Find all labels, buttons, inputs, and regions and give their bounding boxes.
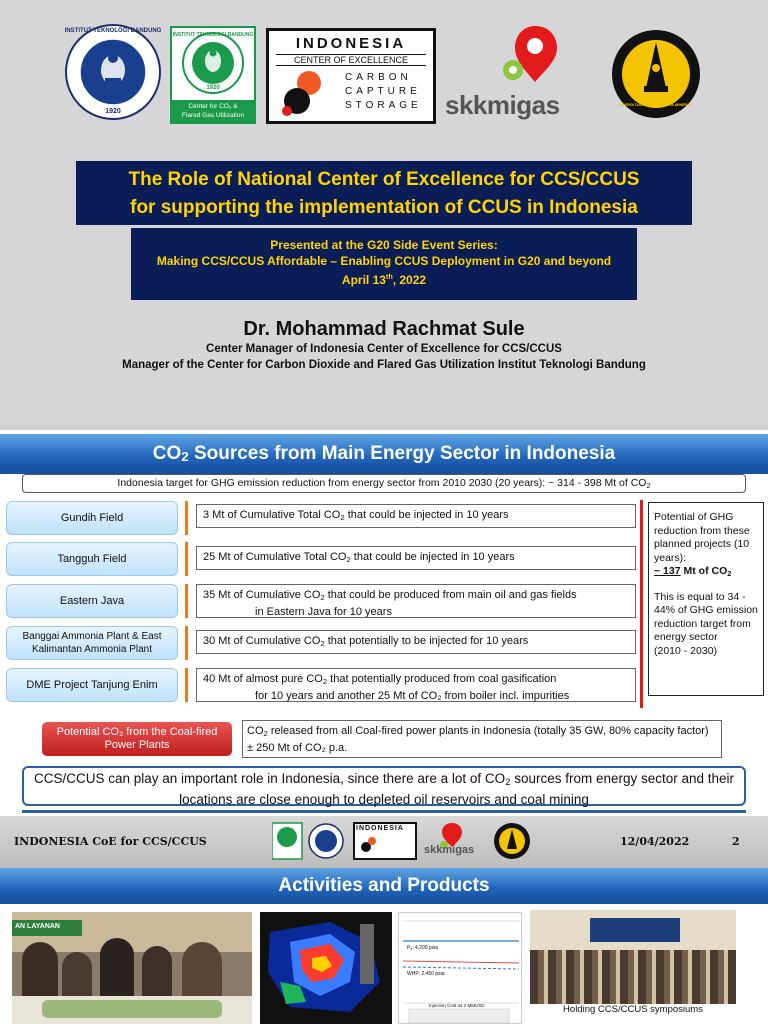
esdm-text: ENERGI DAN SUMBER DAYA MINERAL — [618, 102, 694, 107]
ccs-text-sub: 2 — [505, 777, 511, 788]
footer-left-text: INDONESIA CoE for CCS/CCUS — [14, 835, 207, 848]
esdm-logo — [610, 28, 702, 120]
emission-target-bar — [22, 474, 746, 493]
chart-label-cost: Injection Cost 34.2 MMUSD — [429, 1003, 485, 1008]
skkmigas-logo — [445, 24, 595, 124]
title-line-2: for supporting the implementation of CCUS in Indonesia — [130, 197, 638, 218]
presenter-role-1: Center Manager of Indonesia Center of Excellence for CCS/CCUS — [206, 343, 562, 355]
caption-line-1: Center for CO₂ & — [188, 103, 238, 110]
desc-text-2: that potentially to be injected for 10 years — [324, 635, 529, 647]
subtitle-line-1: Presented at the G20 Side Event Series: — [270, 238, 498, 252]
presenter-block — [0, 317, 768, 373]
title-post: Sources from Main Energy Sector in Indonesia — [188, 443, 616, 464]
field-gundih: Gundih Field — [6, 501, 178, 535]
title-pre: CO — [152, 443, 182, 464]
coal-text-a: CO — [247, 725, 264, 737]
ccs-word-capture: CAPTURE — [345, 86, 421, 97]
title-line-1: The Role of National Center of Excellence for CCS/CCUS — [128, 169, 640, 190]
ccs-logo-line2: CENTER OF EXCELLENCE — [276, 54, 426, 66]
ghg-potential-box — [648, 502, 764, 696]
desc-text-2: that could be injected in 10 years — [344, 509, 509, 521]
chart-label-whp: WHP: 2,450 psia — [407, 971, 445, 977]
desc-sub: 2 — [320, 593, 325, 602]
footer-skkmigas: skkmigas — [424, 844, 475, 856]
red-divider-line — [640, 500, 643, 708]
desc-text: 30 Mt of Cumulative CO — [203, 635, 321, 647]
skkmigas-pin-icon — [493, 24, 563, 88]
row-divider — [185, 668, 188, 702]
row-divider — [185, 542, 188, 576]
pressure-chart-image — [398, 912, 522, 1024]
footer-page-number: 2 — [732, 835, 740, 848]
field-tangguh: Tangguh Field — [6, 542, 178, 576]
desc-text-3: for 10 years and another 25 Mt of CO₂ from boiler incl. impurities — [255, 690, 570, 702]
coal-power-plants-desc — [242, 720, 722, 758]
symposium-photo — [530, 910, 736, 1004]
desc-sub: 2 — [322, 677, 328, 686]
footer-esdm-icon — [492, 821, 532, 861]
desc-text: 40 Mt of almost pure CO — [203, 673, 323, 685]
subtitle-date — [131, 269, 637, 288]
ccs-text-b: sources from energy sector and their locations are close enough to depleted oil reservoirs and coal mining — [179, 771, 735, 807]
desc-sub: 2 — [320, 639, 325, 648]
chart-label-bhp: Pₐ: 4,200 psia — [407, 945, 439, 951]
presentation-subtitle — [131, 228, 637, 300]
side-paragraph-2: This is equal to 34 - 44% of GHG emission reduction target from energy sector — [654, 590, 758, 643]
side-amount-value: ~ 137 — [654, 565, 681, 577]
coal-power-plants-label: Potential CO₂ from the Coal-fired Power Plants — [42, 722, 232, 756]
skkmigas-wordmark: skkmigas — [445, 90, 560, 120]
center-logo-year: 1920 — [206, 85, 220, 91]
ccs-dots-icon — [279, 69, 325, 119]
side-amount — [654, 565, 758, 581]
date-suffix: , 2022 — [392, 273, 427, 287]
desc-gundih — [196, 504, 636, 528]
presenter-name: Dr. Mohammad Rachmat Sule — [243, 318, 525, 340]
subtitle-line-2: Making CCS/CCUS Affordable – Enabling CCUS Deployment in G20 and beyond — [156, 254, 612, 268]
simulation-map-image — [260, 912, 392, 1024]
title-slide — [0, 0, 768, 425]
ccs-word-carbon: CARBON — [345, 72, 412, 83]
desc-banggai-ammonia — [196, 630, 636, 654]
slide2-title — [0, 434, 768, 474]
desc-tangguh — [196, 546, 636, 570]
ccs-conclusion-box — [22, 766, 746, 806]
target-text: Indonesia target for GHG emission reduction from energy sector from 2010 2030 (20 years): ~ 314 - 398 Mt of CO — [117, 477, 647, 489]
row-divider — [185, 501, 188, 535]
presentation-title — [76, 161, 692, 225]
row-divider — [185, 584, 188, 618]
target-sub: 2 — [646, 481, 651, 490]
footer-date: 12/04/2022 — [620, 835, 690, 848]
coal-text-sub: 2 — [263, 729, 268, 738]
date-prefix: April 13 — [341, 273, 386, 287]
desc-text-3: in Eastern Java for 10 years — [255, 606, 392, 618]
caption-line-2: Flared Gas Utilization — [181, 112, 245, 119]
desc-text: 25 Mt of Cumulative Total CO — [203, 551, 347, 563]
ccs-word-storage: STORAGE — [345, 100, 422, 111]
itb-seal-year: 1920 — [105, 108, 121, 115]
desc-text: 3 Mt of Cumulative Total CO — [203, 509, 341, 521]
side-amount-sub: 2 — [727, 569, 732, 578]
itb-seal-text: INSTITUT TEKNOLOGI BANDUNG — [64, 28, 162, 34]
desc-eastern-java — [196, 584, 636, 618]
indonesia-coe-ccs-logo — [266, 28, 436, 124]
exhibition-photo — [12, 912, 252, 1024]
side-paragraph-1: Potential of GHG reduction from these planned projects (10 years): — [654, 511, 750, 564]
side-amount-unit: Mt of CO — [680, 565, 728, 577]
row-divider — [185, 626, 188, 660]
field-eastern-java: Eastern Java — [6, 584, 178, 618]
ccs-logo-words — [345, 71, 422, 113]
itb-seal-logo — [64, 22, 162, 122]
activities-slide — [0, 868, 768, 1024]
center-co2-logo — [170, 26, 256, 124]
slide-footer — [0, 816, 768, 868]
center-logo-text: INSTITUT TEKNOLOGI BANDUNG — [172, 32, 254, 38]
ccs-text-a: CCS/CCUS can play an important role in Indonesia, since there are a lot of CO — [33, 771, 506, 786]
desc-sub: 2 — [340, 513, 345, 522]
ccs-logo-line1: INDONESIA — [295, 35, 407, 52]
slide3-title: Activities and Products — [0, 868, 768, 904]
desc-sub: 2 — [346, 555, 351, 564]
field-dme-tanjung-enim: DME Project Tanjung Enim — [6, 668, 178, 702]
desc-dme-tanjung-enim — [196, 668, 636, 702]
coal-text-b: released from all Coal-fired power plants in Indonesia (totally 35 GW, 80% capacity factor) ± 250 Mt of CO₂ p.a. — [247, 725, 709, 754]
symposium-caption: Holding CCS/CCUS symposiums — [563, 1004, 703, 1015]
date-sup: th — [385, 272, 393, 281]
blue-divider-line — [22, 810, 746, 813]
desc-text-2: that could be produced from main oil and gas fields — [324, 589, 577, 601]
desc-text: 35 Mt of Cumulative CO — [203, 589, 321, 601]
co2-sources-slide — [0, 430, 768, 868]
exhibition-banner: AN LAYANAN — [12, 920, 82, 936]
side-paragraph-3: (2010 - 2030) — [654, 644, 718, 657]
center-logo-caption — [172, 100, 254, 122]
footer-ccs-word: INDONESIA — [356, 825, 404, 832]
field-banggai-ammonia: Banggai Ammonia Plant & East Kalimantan Ammonia Plant — [6, 626, 178, 660]
title-sub: 2 — [181, 449, 189, 464]
desc-text-2: that could be injected in 10 years — [350, 551, 515, 563]
desc-text-2: that potentially produced from coal gasification — [327, 673, 557, 685]
presenter-role-2: Manager of the Center for Carbon Dioxide and Flared Gas Utilization Institut Teknologi Bandung — [122, 359, 646, 371]
